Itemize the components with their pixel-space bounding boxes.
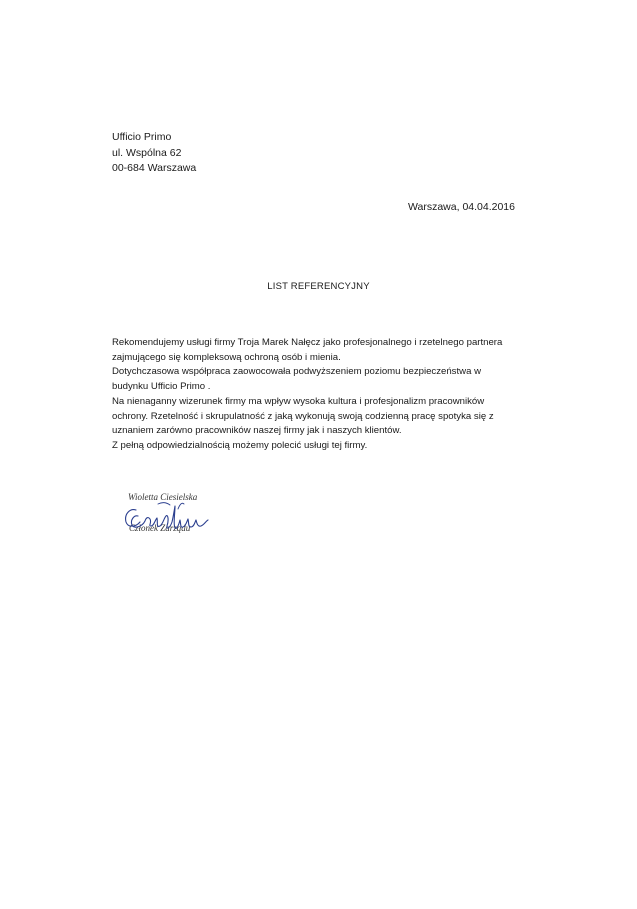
sender-address <box>112 130 196 177</box>
sender-name: Ufficio Primo <box>112 131 172 143</box>
handwritten-signature-icon <box>118 490 228 550</box>
sender-street: ul. Wspólna 62 <box>112 146 182 159</box>
letter-date: Warszawa, 04.04.2016 <box>407 201 515 213</box>
body-line: Rekomendujemy usługi firmy Troja Marek Nałęcz jako profesjonalnego i rzetelnego partnera <box>112 337 503 348</box>
signature-block <box>118 490 228 550</box>
body-line: Dotychczasowa współpraca zaowocowała podwyższeniem poziomu bezpieczeństwa w <box>112 366 482 378</box>
body-line: budynku Ufficio Primo . <box>112 381 211 393</box>
body-line: zajmującego się kompleksową ochroną osób i mienia. <box>112 351 341 363</box>
body-line: ochrony. Rzetelność i skrupulatność z jaką wykonują swoją codzienną pracę spotyka się z <box>112 410 494 422</box>
body-line: uznaniem zarówno pracowników naszej firmy jak i naszych klientów. <box>112 425 402 437</box>
body-line: Z pełną odpowiedzialnością możemy polecić usługi tej firmy. <box>112 439 368 451</box>
letter-title: LIST REFERENCYJNY <box>267 281 370 292</box>
signature-name-stamp: Wioletta Ciesielska <box>128 492 198 502</box>
letter-body <box>112 336 532 454</box>
sender-city: 00-684 Warszawa <box>112 162 197 174</box>
signature-role-stamp: Członek Zarządu <box>129 523 191 533</box>
body-line: Na nienaganny wizerunek firmy ma wpływ wysoka kultura i profesjonalizm pracowników <box>112 395 485 407</box>
